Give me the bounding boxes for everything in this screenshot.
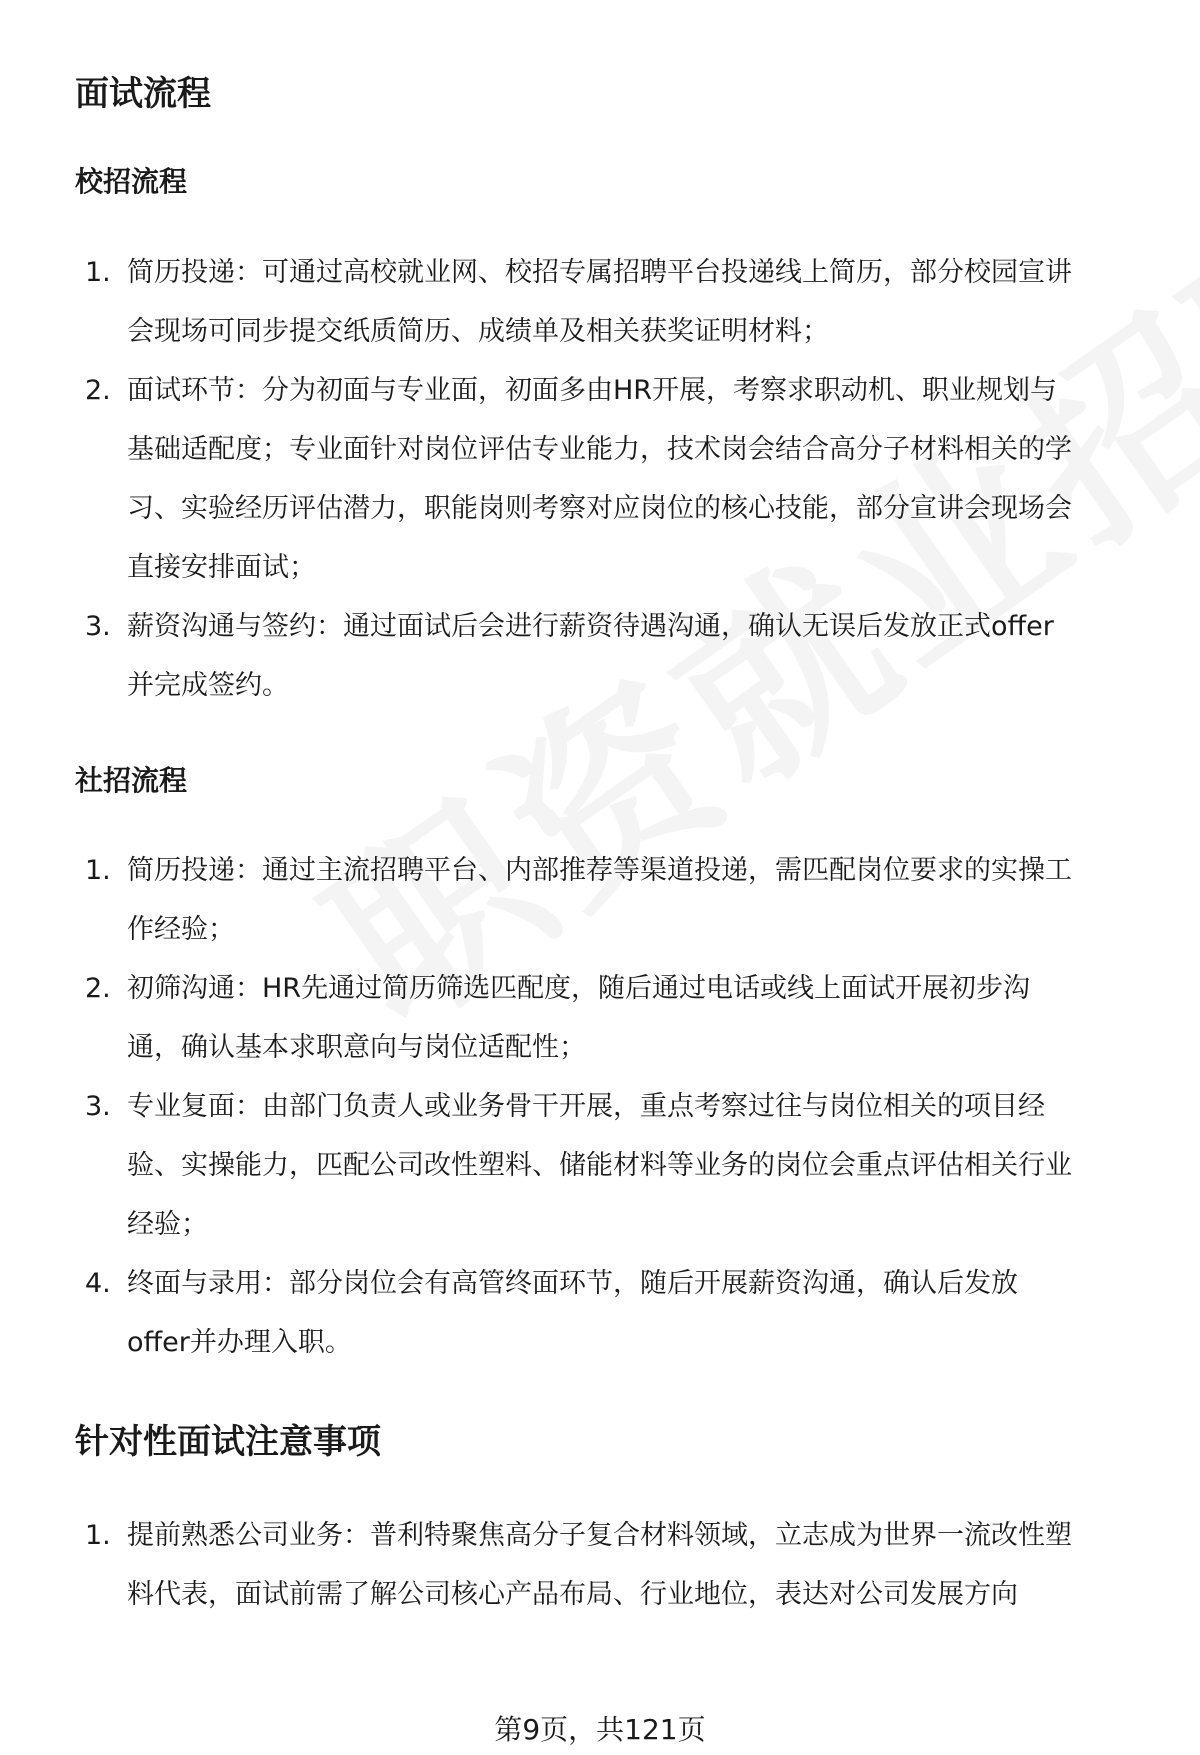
subsection-title-campus: 校招流程 xyxy=(75,165,188,199)
section-title-interview-tips: 针对性面试注意事项 xyxy=(75,1421,381,1462)
list-item: 4. 终面与录用：部分岗位会有高管终面环节，随后开展薪资沟通，确认后发放offer并办理入职。 xyxy=(85,1267,1018,1358)
section-title-interview-process: 面试流程 xyxy=(75,74,211,114)
list-item: 1. 简历投递：通过主流招聘平台、内部推荐等渠道投递，需匹配岗位要求的实操工作经验； xyxy=(85,854,1072,945)
list-item: 2. 面试环节：分为初面与专业面，初面多由HR开展，考察求职动机、职业规划与基础适配度；专业面针对岗位评估专业能力，技术岗会结合高分子材料相关的学习、实验经历评估潜力，职能岗则考察对应岗位的核心技能，部分宣讲会现场会直接安排面试； xyxy=(85,374,1072,583)
list-item: 3. 专业复面：由部门负责人或业务骨干开展，重点考察过往与岗位相关的项目经验、实操能力，匹配公司改性塑料、储能材料等业务的岗位会重点评估相关行业经验； xyxy=(85,1090,1072,1240)
list-item: 1. 提前熟悉公司业务：普利特聚焦高分子复合材料领域，立志成为世界一流改性塑料代表，面试前需了解公司核心产品布局、行业地位，表达对公司发展方向 xyxy=(85,1520,1072,1611)
page-footer: 第9页，共121页 xyxy=(494,1713,706,1746)
subsection-title-social: 社招流程 xyxy=(75,763,188,797)
list-item: 2. 初筛沟通：HR先通过简历筛选匹配度，随后通过电话或线上面试开展初步沟通，确认基本求职意向与岗位适配性； xyxy=(85,972,1031,1063)
social-process-list xyxy=(75,841,1080,1372)
campus-process-list xyxy=(75,243,1080,715)
list-item: 1. 简历投递：可通过高校就业网、校招专属招聘平台投递线上简历，部分校园宣讲会现场可同步提交纸质简历、成绩单及相关获奖证明材料； xyxy=(85,256,1072,347)
list-item: 3. 薪资沟通与签约：通过面试后会进行薪资待遇沟通，确认无误后发放正式offer并完成签约。 xyxy=(85,610,1054,701)
tips-list xyxy=(75,1506,1080,1624)
